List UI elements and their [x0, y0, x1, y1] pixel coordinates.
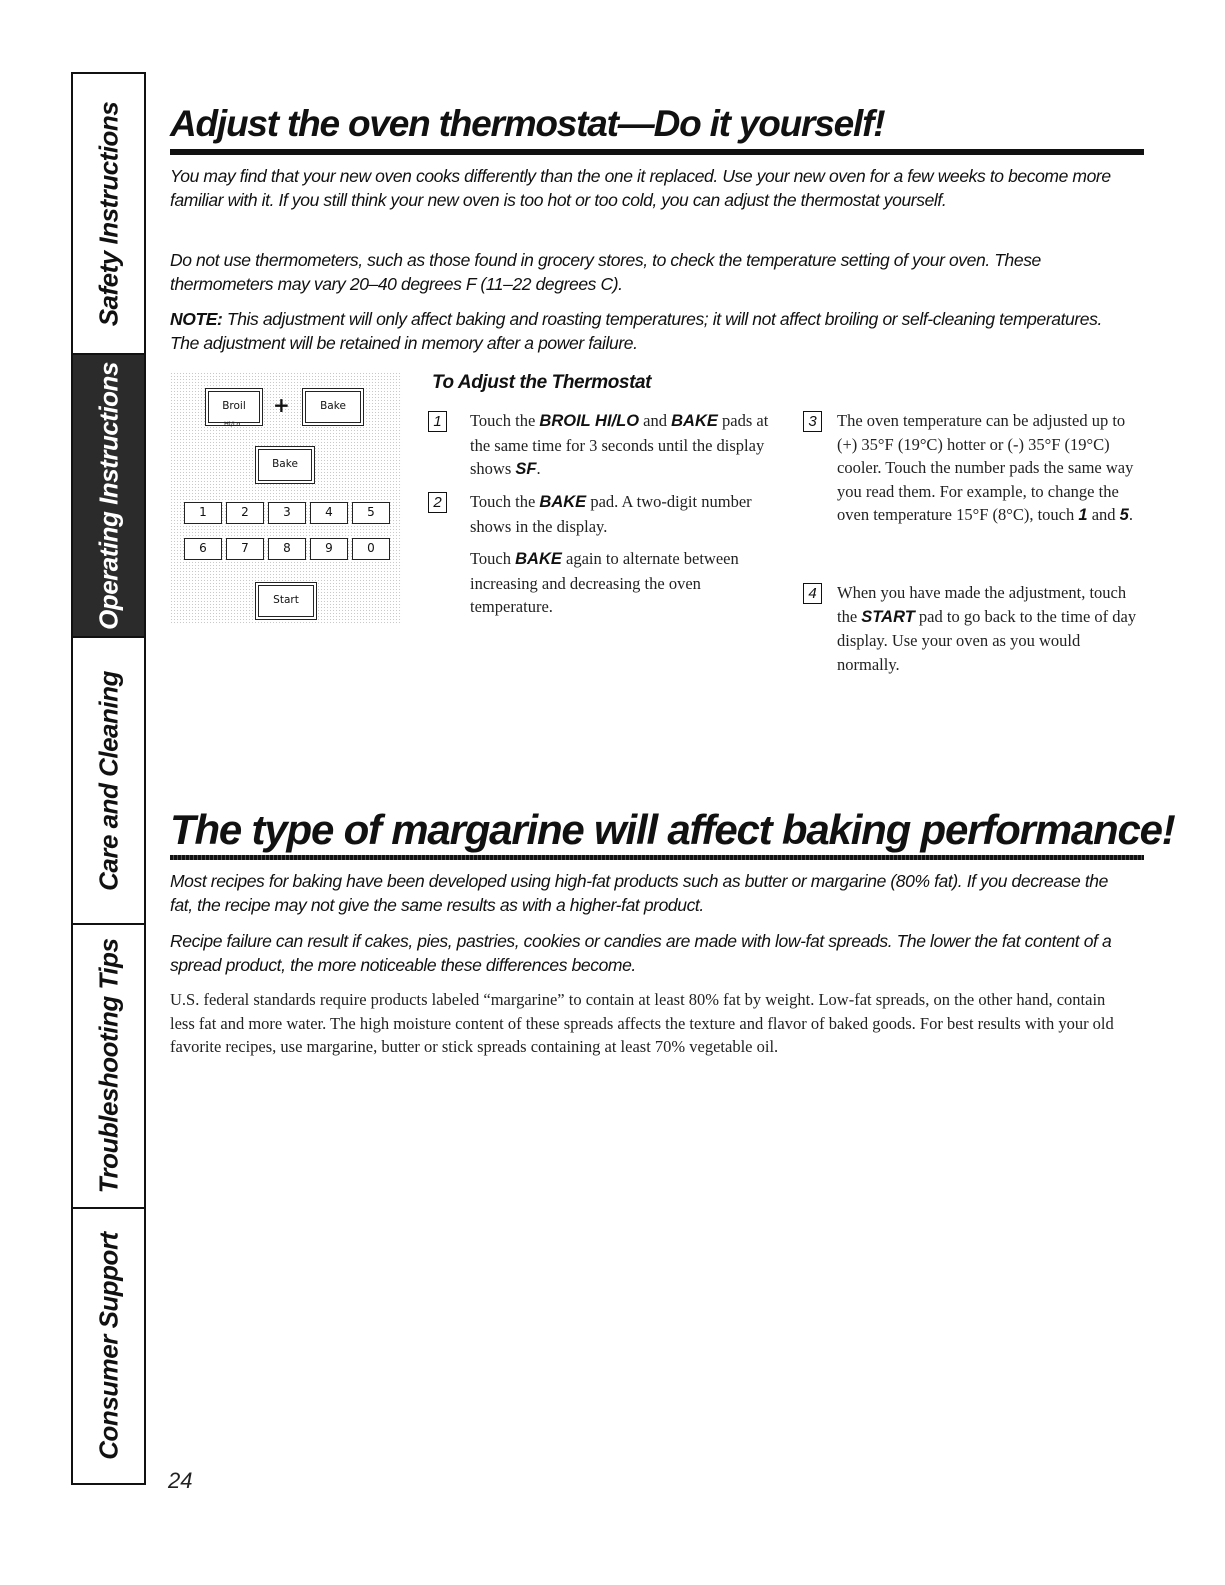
start-key: Start	[255, 582, 317, 620]
tab-troubleshooting-tips[interactable]	[71, 923, 146, 1209]
section-title-thermostat: Adjust the oven thermostat—Do it yourself!	[170, 103, 885, 144]
tab-safety-instructions[interactable]	[71, 72, 146, 355]
subheading-adjust-thermostat: To Adjust the Thermostat	[432, 372, 652, 393]
step-text: When you have made the adjustment, touch the START pad to go back to the time of day display. Use your oven as you would normally.	[837, 583, 1137, 674]
section-tab-strip	[71, 72, 146, 1485]
bake-key-top: Bake	[302, 388, 364, 426]
plus-sign: +	[273, 393, 290, 417]
digit-key: 6	[184, 538, 222, 560]
note-paragraph	[170, 307, 1135, 355]
bake-key: Bake	[255, 446, 315, 484]
digit-key: 7	[226, 538, 264, 560]
digit-key: 2	[226, 502, 264, 524]
hilo-label: Hi/Lo	[224, 420, 241, 428]
digit-key: 9	[310, 538, 348, 560]
digit-key: 5	[352, 502, 390, 524]
step-text: Touch the BAKE pad. A two-digit number shows in the display.	[470, 492, 752, 536]
note-label: NOTE:	[170, 309, 223, 329]
step-number: 1	[428, 411, 447, 432]
tab-consumer-support[interactable]	[71, 1207, 146, 1485]
digit-key: 1	[184, 502, 222, 524]
tab-label: Consumer Support	[93, 1232, 123, 1460]
step-number: 3	[803, 411, 822, 432]
step-text: Touch BAKE again to alternate between increasing and decreasing the oven temperature.	[470, 549, 739, 616]
digit-key: 8	[268, 538, 306, 560]
tab-care-and-cleaning[interactable]	[71, 636, 146, 925]
tab-label: Safety Instructions	[93, 101, 123, 326]
tab-label: Operating Instructions	[93, 361, 123, 630]
digit-key: 0	[352, 538, 390, 560]
digit-key: 4	[310, 502, 348, 524]
thermometer-warning: Do not use thermometers, such as those found in grocery stores, to check the temperature setting of your oven. These thermometers may vary 20–40 degrees F (11–22 degrees C).	[170, 250, 1041, 294]
note-text: This adjustment will only affect baking and roasting temperatures; it will not affect broiling or self-cleaning temperatures. The adjustment will be retained in memory after a power failure.	[170, 309, 1102, 353]
page-number: 24	[168, 1468, 193, 1493]
step-number: 2	[428, 492, 447, 513]
title-rule	[170, 855, 1144, 860]
title-rule	[170, 149, 1144, 155]
control-panel-illustration	[170, 372, 402, 624]
recipe-failure-paragraph: Recipe failure can result if cakes, pies, pastries, cookies or candies are made with low-fat spreads. The lower the fat content of a spread product, the more noticeable these differences become.	[170, 931, 1112, 975]
tab-label: Care and Cleaning	[93, 670, 123, 891]
broil-hilo-key: Broil	[205, 388, 263, 426]
intro-paragraph: You may find that your new oven cooks differently than the one it replaced. Use your new oven for a few weeks to become more familiar with it. If you still think your new oven is too hot or too cold, you can adjust the thermostat yourself.	[170, 166, 1111, 210]
step-number: 4	[803, 583, 822, 604]
tab-label: Troubleshooting Tips	[93, 938, 123, 1194]
section-title-margarine: The type of margarine will affect baking performance!	[170, 806, 1175, 853]
digit-key: 3	[268, 502, 306, 524]
margarine-intro: Most recipes for baking have been developed using high-fat products such as butter or margarine (80% fat). If you decrease the fat, the recipe may not give the same results as with a higher-fat product.	[170, 871, 1108, 915]
federal-standards-paragraph: U.S. federal standards require products labeled “margarine” to contain at least 80% fat by weight. Low-fat spreads, on the other hand, contain less fat and more water. The high moisture content of these spreads affects the texture and flavor of baked goods. For best results with your old favorite recipes, use margarine, butter or stick spreads containing at least 70% vegetable oil.	[170, 990, 1114, 1056]
tab-operating-instructions[interactable]	[71, 353, 146, 638]
step-text: The oven temperature can be adjusted up to (+) 35°F (19°C) hotter or (-) 35°F (19°C) cooler. Touch the number pads the same way you read them. For example, to change the oven temperature 15°F (8°C), touch 1 and 5.	[837, 411, 1134, 524]
step-text: Touch the BROIL HI/LO and BAKE pads at the same time for 3 seconds until the display shows SF.	[470, 411, 769, 478]
